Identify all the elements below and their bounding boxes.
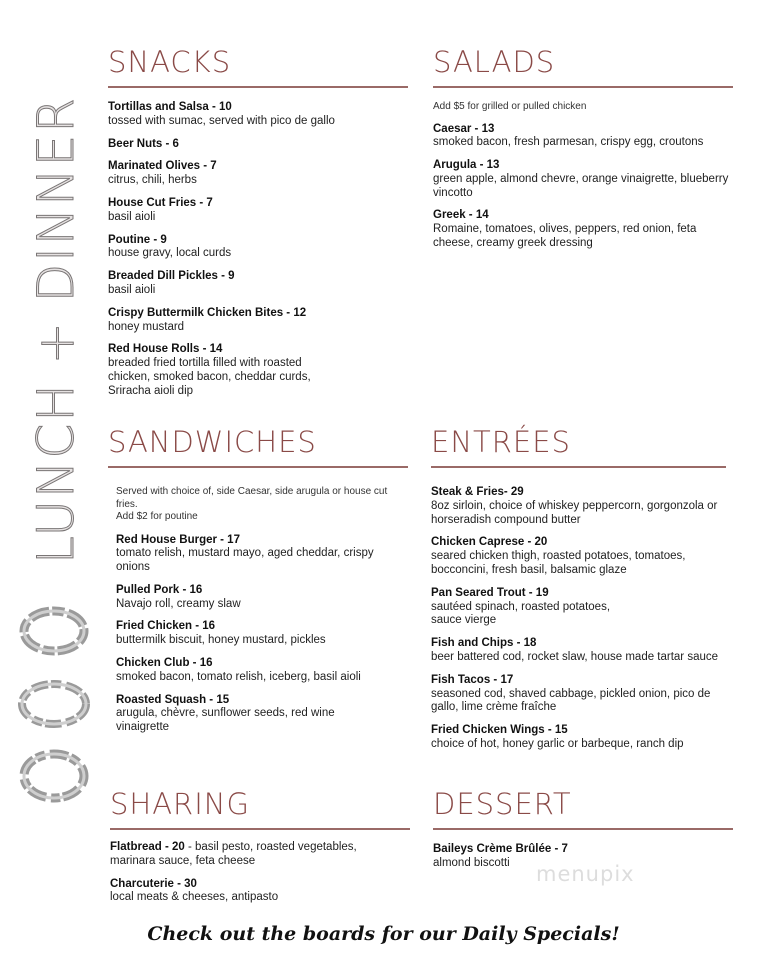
item-line [110,841,380,869]
menu-item [433,123,733,151]
item-name: Fish and Chips - 18 [431,637,537,650]
item-name: Fried Chicken - 16 [116,620,216,633]
sharing-section [110,787,410,914]
menu-item [116,694,356,735]
item-name: Baileys Crème Brûlée - 7 [433,843,568,855]
item-name: Fried Chicken Wings - 15 [431,724,568,737]
item-name: Tortillas and Salsa - 10 [108,101,232,113]
item-name: Charcuterie - 30 [110,877,197,890]
item-desc: - basil pesto, roasted vegetables, marinara sauce, feta cheese [110,841,357,867]
item-desc: basil aioli [108,283,156,296]
sandwiches-title: SANDWICHES [108,425,317,459]
salads-note: Add $5 for grilled or pulled chicken [433,101,587,112]
section-divider [431,466,726,468]
item-desc: tossed with sumac, served with pico de gallo [108,114,335,127]
section-divider [110,828,410,830]
note-line: Add $2 for poutine [116,511,198,522]
item-name: Chicken Caprese - 20 [431,536,548,549]
menu-item [110,841,380,869]
item-name: Roasted Squash - 15 [116,693,230,706]
item-name: Arugula - 13 [433,159,500,172]
item-desc: smoked bacon, tomato relish, iceberg, basil aioli [116,670,361,683]
watermark: menupix [536,862,635,886]
entrees-title: ENTRÉES [431,425,571,459]
item-desc: breaded fried tortilla filled with roasted chicken, smoked bacon, cheddar curds, Sriracha aioli dip [108,357,311,397]
menu-item [108,160,408,188]
item-name: Greek - 14 [433,209,489,222]
menu-item [116,584,396,612]
dessert-title: DESSERT [433,787,572,821]
item-name: Red House Burger - 17 [116,533,240,546]
menu-item [431,536,721,577]
side-title: LUNCH + DINNER [27,96,85,564]
item-name: House Cut Fries - 7 [108,196,213,209]
item-name: Pulled Pork - 16 [116,583,203,596]
item-name: Fish Tacos - 17 [431,673,514,686]
item-name: Breaded Dill Pickles - 9 [108,270,235,283]
menu-item [108,307,408,335]
section-divider [108,466,408,468]
item-desc: sautéed spinach, roasted potatoes, sauce vierge [431,600,611,627]
item-name: Flatbread - 20 [110,841,185,853]
entrees-section [431,425,726,761]
item-name: Pan Seared Trout - 19 [431,586,549,599]
item-name: Poutine - 9 [108,233,167,246]
item-desc: seasoned cod, shaved cabbage, pickled onion, pico de gallo, lime crème fraîche [431,687,711,714]
menu-item [116,620,396,648]
item-name: Red House Rolls - 14 [108,343,223,356]
item-desc: smoked bacon, fresh parmesan, crispy egg, croutons [433,136,704,149]
menu-item [108,270,408,298]
item-desc: green apple, almond chevre, orange vinaigrette, blueberry vincotto [433,172,729,199]
snacks-section [108,45,408,408]
item-desc: house gravy, local curds [108,247,232,260]
item-desc: seared chicken thigh, roasted potatoes, tomatoes, bocconcini, fresh basil, balsamic glaze [431,550,686,576]
item-desc: Romaine, tomatoes, olives, peppers, red onion, feta cheese, creamy greek dressing [433,223,697,250]
menu-item [431,674,721,715]
menu-item [108,138,408,152]
section-divider [108,86,408,88]
sandwiches-section [108,425,408,744]
menu-item [108,101,408,129]
salads-title: SALADS [433,45,556,79]
snacks-title: SNACKS [108,45,232,79]
menu-item [116,657,396,685]
menu-item [431,637,721,665]
menu-item [108,197,408,225]
section-divider [433,86,733,88]
item-desc: almond biscotti [433,856,510,869]
item-name: Crispy Buttermilk Chicken Bites - 12 [108,306,307,319]
sandwiches-list [108,486,396,735]
item-desc: basil aioli [108,210,156,223]
item-desc: Navajo roll, creamy slaw [116,597,241,610]
daily-specials-footer: Check out the boards for our Daily Specials! [147,923,620,945]
entrees-list [431,486,721,752]
item-desc: honey mustard [108,320,185,333]
item-name: Caesar - 13 [433,122,495,135]
menu-item [108,234,408,262]
snacks-list [108,101,408,399]
item-desc: 8oz sirloin, choice of whiskey peppercorn, gorgonzola or horseradish compound butter [431,499,718,526]
item-name: Marinated Olives - 7 [108,160,217,173]
item-desc: local meats & cheeses, antipasto [110,891,279,904]
menu-item [116,534,396,575]
menu-item [110,878,410,906]
menu-item [433,159,733,200]
sandwiches-note [116,486,396,524]
restaurant-logo [14,606,94,806]
menu-item [431,587,631,628]
item-name: Chicken Club - 16 [116,657,213,670]
note-line: Served with choice of, side Caesar, side arugula or house cut fries. [116,486,388,510]
section-divider [433,828,733,830]
item-desc: tomato relish, mustard mayo, aged cheddar, crispy onions [116,547,374,574]
sharing-title: SHARING [110,787,250,821]
item-name: Steak & Fries- 29 [431,486,524,498]
menu-item [431,486,721,527]
menu-item [433,209,718,250]
menu-item [108,343,333,398]
menu-item [431,724,721,752]
item-desc: buttermilk biscuit, honey mustard, pickles [116,634,326,647]
item-desc: beer battered cod, rocket slaw, house made tartar sauce [431,650,719,663]
item-name: Beer Nuts - 6 [108,137,179,150]
item-desc: choice of hot, honey garlic or barbeque, ranch dip [431,737,684,750]
item-desc: arugula, chèvre, sunflower seeds, red wine vinaigrette [116,707,335,734]
item-desc: citrus, chili, herbs [108,174,197,187]
salads-section [433,45,733,260]
